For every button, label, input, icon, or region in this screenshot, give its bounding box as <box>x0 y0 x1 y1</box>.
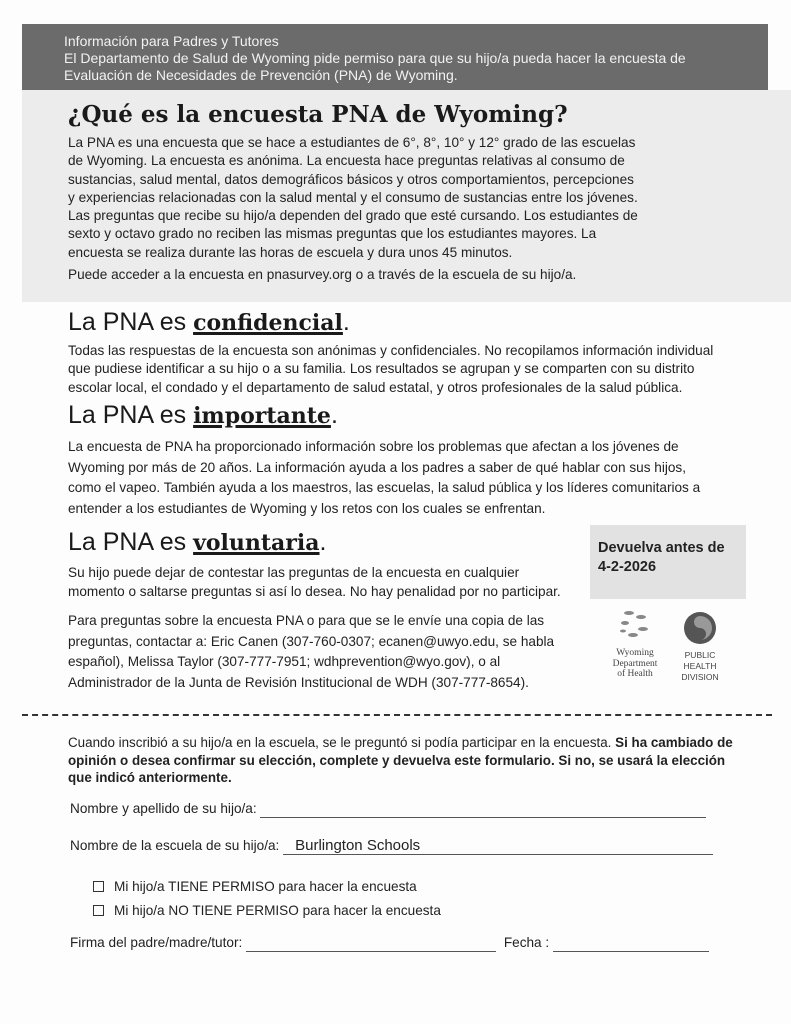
text-line: momento o saltarse preguntas si así lo desea. No hay penalidad por no participar. <box>68 584 561 599</box>
text-line: Su hijo puede dejar de contestar las preguntas de la encuesta en cualquier <box>68 565 520 580</box>
intro-paragraph-3: Puede acceder a la encuesta en pnasurvey.org o a través de la escuela de su hijo/a. <box>68 267 577 282</box>
signature-label: Firma del padre/madre/tutor: <box>70 935 243 950</box>
text-line: y experiencias relacionadas con la salud mental y el consumo de sustancias entre los jóvenes. <box>68 189 638 205</box>
text-line: La PNA es una encuesta que se hace a estudiantes de 6°, 8°, 10° y 12° grado de las escuelas <box>68 135 636 150</box>
text-line: Wyoming por más de 20 años. La información ayuda a los padres a saber de qué hablar con sus hijos, <box>68 459 686 475</box>
title-prefix: La PNA es <box>68 401 194 429</box>
section-title-confidencial <box>68 308 350 337</box>
return-by-date: 4-2-2026 <box>598 559 657 575</box>
title-suffix: . <box>319 528 327 556</box>
wdh-logo <box>603 607 667 680</box>
intro-paragraph-2 <box>68 207 638 262</box>
child-name-field[interactable] <box>260 801 706 818</box>
logo-text: Department <box>612 658 658 669</box>
signature-row <box>70 934 709 952</box>
title-prefix: La PNA es <box>68 308 194 336</box>
phd-emblem-icon <box>676 611 724 645</box>
instruction-text: Cuando inscribió a su hijo/a en la escuela, se le preguntó si podía participar en la encuesta. <box>68 735 616 750</box>
text-line: Todas las respuestas de la encuesta son anónimas y confidenciales. No recopilamos información individual <box>68 343 714 358</box>
title-suffix: . <box>330 401 338 429</box>
text-line: encuesta se realiza durante las horas de escuela y dura unos 45 minutos. <box>68 244 513 260</box>
title-suffix: . <box>342 308 350 336</box>
contact-paragraph <box>68 611 554 693</box>
permission-yes-option[interactable] <box>93 878 417 896</box>
intro-title: ¿Qué es la encuesta PNA de Wyoming? <box>68 101 568 128</box>
wdh-emblem-icon <box>603 607 667 643</box>
return-by-box <box>590 525 746 599</box>
section-text-confidencial <box>68 342 713 397</box>
text-line: entender a los estudiantes de Wyoming y los retos con los cuales se enfrentan. <box>68 500 546 516</box>
date-label: Fecha : <box>503 935 550 950</box>
header-line: Información para Padres y Tutores <box>64 33 279 49</box>
header-banner <box>22 24 768 90</box>
intro-paragraph-1 <box>68 134 638 207</box>
text-line: sustancias, salud mental, datos demográficos básicos y otros comportamientos, percepciones <box>68 171 634 187</box>
return-by-label: Devuelva antes de <box>598 540 725 556</box>
permission-no-label: Mi hijo/a NO TIENE PERMISO para hacer la encuesta <box>114 903 441 918</box>
school-row <box>70 837 713 855</box>
child-name-label: Nombre y apellido de su hijo/a: <box>70 801 257 816</box>
text-line: español), Melissa Taylor (307-777-7951; wdhprevention@wyo.gov), o al <box>68 654 501 669</box>
text-line: de Wyoming. La encuesta es anónima. La encuesta hace preguntas relativas al consumo de <box>68 153 625 169</box>
text-line: sexto y octavo grado no reciben las mismas preguntas que los estudiantes mayores. La <box>68 226 597 242</box>
header-line: El Departamento de Salud de Wyoming pide permiso para que su hijo/a pueda hacer la encuesta de <box>64 50 686 66</box>
logo-text: Wyoming <box>616 648 654 658</box>
text-line: preguntas, contactar a: Eric Canen (307-760-0307; ecanen@uwyo.edu, se habla <box>68 633 555 649</box>
date-field[interactable] <box>553 935 709 952</box>
title-keyword: confidencial <box>193 310 343 336</box>
title-keyword: importante <box>193 403 331 429</box>
text-line: La encuesta de PNA ha proporcionado información sobre los problemas que afectan a los jóvenes de <box>68 439 679 454</box>
permission-no-checkbox[interactable] <box>93 905 104 916</box>
public-health-division-logo <box>676 611 724 683</box>
school-field[interactable]: Burlington Schools <box>283 837 713 855</box>
section-text-importante <box>68 437 700 519</box>
instruction-bold: Si ha cambiado de opinión o desea confirmar su elección, complete y devuelva este formulario. Si no, se usará la elección que indicó anteriormente. <box>68 735 733 785</box>
text-line: Las preguntas que recibe su hijo/a dependen del grado que esté cursando. Los estudiantes de <box>68 208 638 223</box>
form-instructions <box>68 734 733 787</box>
section-title-importante <box>68 401 338 430</box>
title-keyword: voluntaria <box>193 530 320 556</box>
permission-no-option[interactable] <box>93 902 441 920</box>
logo-text: DIVISION <box>681 672 719 682</box>
text-line: Administrador de la Junta de Revisión Institucional de WDH (307-777-8654). <box>68 674 529 690</box>
title-prefix: La PNA es <box>68 528 194 556</box>
text-line: Para preguntas sobre la encuesta PNA o para que se le envíe una copia de las <box>68 613 545 628</box>
permission-yes-checkbox[interactable] <box>93 881 104 892</box>
text-line: que pudiese identificar a su hijo o a su familia. Los resultados se agrupan y se comparten con su distrito <box>68 361 695 377</box>
permission-yes-label: Mi hijo/a TIENE PERMISO para hacer la encuesta <box>114 879 417 894</box>
text-line: escolar local, el condado y el departamento de salud estatal, y otros profesionales de la salud pública. <box>68 379 683 395</box>
signature-field[interactable] <box>246 935 496 952</box>
child-name-row <box>70 800 706 818</box>
text-line: como el vapeo. También ayuda a los maestros, las escuelas, la salud pública y los líderes comunitarios a <box>68 480 701 495</box>
logo-text: PUBLIC <box>684 650 716 660</box>
header-line: Evaluación de Necesidades de Prevención (PNA) de Wyoming. <box>64 67 458 83</box>
cut-line <box>22 714 772 716</box>
logo-text: of Health <box>617 669 653 679</box>
logo-text: HEALTH <box>683 661 717 671</box>
section-title-voluntaria <box>68 528 326 557</box>
section-text-voluntaria <box>68 563 561 601</box>
school-label: Nombre de la escuela de su hijo/a: <box>70 838 280 853</box>
